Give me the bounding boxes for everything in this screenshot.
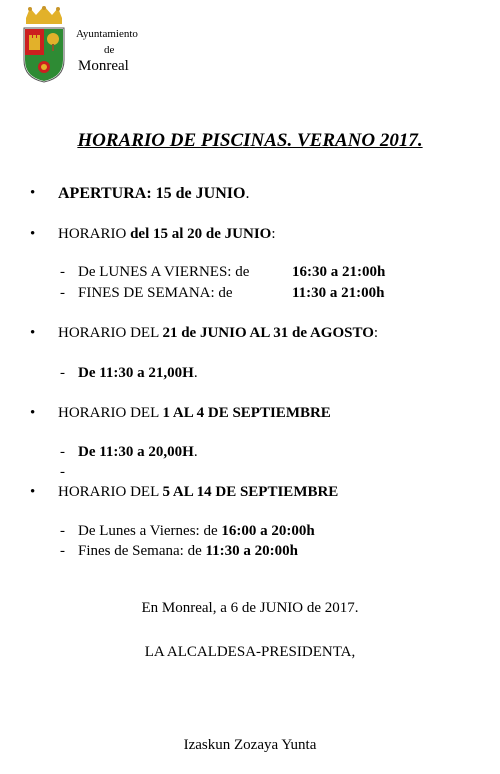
dash: - bbox=[60, 285, 65, 301]
section3-heading bbox=[58, 405, 331, 422]
section1-row2-label: FINES DE SEMANA: de bbox=[78, 285, 233, 301]
bullet-section2: • bbox=[30, 325, 36, 341]
page-title: HORARIO DE PISCINAS. VERANO 2017. bbox=[77, 130, 423, 151]
section3-row-time: De 11:30 a 20,00H bbox=[78, 444, 194, 460]
dash: - bbox=[60, 444, 65, 460]
section2-prefix: HORARIO DEL bbox=[58, 325, 163, 341]
bullet-section4: • bbox=[30, 484, 36, 500]
section1-heading bbox=[58, 226, 276, 243]
section4-row1-time: 16:00 a 20:00h bbox=[221, 523, 315, 539]
section2-row-end: . bbox=[193, 365, 198, 381]
section1-prefix: HORARIO bbox=[58, 226, 131, 242]
section2-suffix: : bbox=[373, 325, 379, 341]
opening-end: . bbox=[245, 185, 250, 202]
dash: - bbox=[60, 543, 65, 559]
bullet-opening: • bbox=[30, 185, 36, 201]
signatory-name: Izaskun Zozaya Yunta bbox=[183, 737, 317, 753]
dash: - bbox=[60, 264, 65, 280]
section4-heading bbox=[58, 484, 338, 501]
dash: - bbox=[60, 523, 65, 539]
dash-empty: - bbox=[60, 464, 65, 480]
section4-row2-time: 11:30 a 20:00h bbox=[205, 543, 298, 559]
section1-suffix: : bbox=[271, 226, 276, 242]
section1-row1-label: De LUNES A VIERNES: de bbox=[78, 264, 250, 280]
section2-range: 21 de JUNIO AL 31 de AGOSTO bbox=[162, 325, 374, 341]
org-name-line2: de bbox=[104, 44, 115, 56]
section4-row2 bbox=[78, 543, 298, 560]
section4-row1 bbox=[78, 523, 315, 540]
section1-row2-time: 11:30 a 21:00h bbox=[292, 285, 385, 301]
opening-label: APERTURA: 15 de JUNIO bbox=[58, 185, 246, 202]
section4-prefix: HORARIO DEL bbox=[58, 484, 163, 500]
section3-prefix: HORARIO DEL bbox=[58, 405, 163, 421]
signatory-title: LA ALCALDESA-PRESIDENTA, bbox=[144, 644, 356, 660]
section3-row-end: . bbox=[193, 444, 198, 460]
section2-heading bbox=[58, 325, 378, 342]
place-date: En Monreal, a 6 de JUNIO de 2017. bbox=[141, 600, 359, 616]
section2-row-time: De 11:30 a 21,00H bbox=[78, 365, 194, 381]
opening-line bbox=[58, 185, 249, 203]
section3-row bbox=[78, 444, 198, 461]
section2-row bbox=[78, 365, 198, 382]
bullet-section1: • bbox=[30, 226, 36, 242]
municipal-crest-icon bbox=[20, 6, 68, 84]
section3-range: 1 AL 4 DE SEPTIEMBRE bbox=[162, 405, 331, 421]
org-name-line3: Monreal bbox=[78, 58, 129, 74]
dash: - bbox=[60, 365, 65, 381]
section4-range: 5 AL 14 DE SEPTIEMBRE bbox=[162, 484, 339, 500]
section1-range: del 15 al 20 de JUNIO bbox=[130, 226, 272, 242]
section4-row2-label: Fines de Semana: de bbox=[78, 543, 206, 559]
bullet-section3: • bbox=[30, 405, 36, 421]
org-name-line1: Ayuntamiento bbox=[76, 28, 138, 40]
section1-row1-time: 16:30 a 21:00h bbox=[292, 264, 386, 280]
section4-row1-label: De Lunes a Viernes: de bbox=[78, 523, 222, 539]
